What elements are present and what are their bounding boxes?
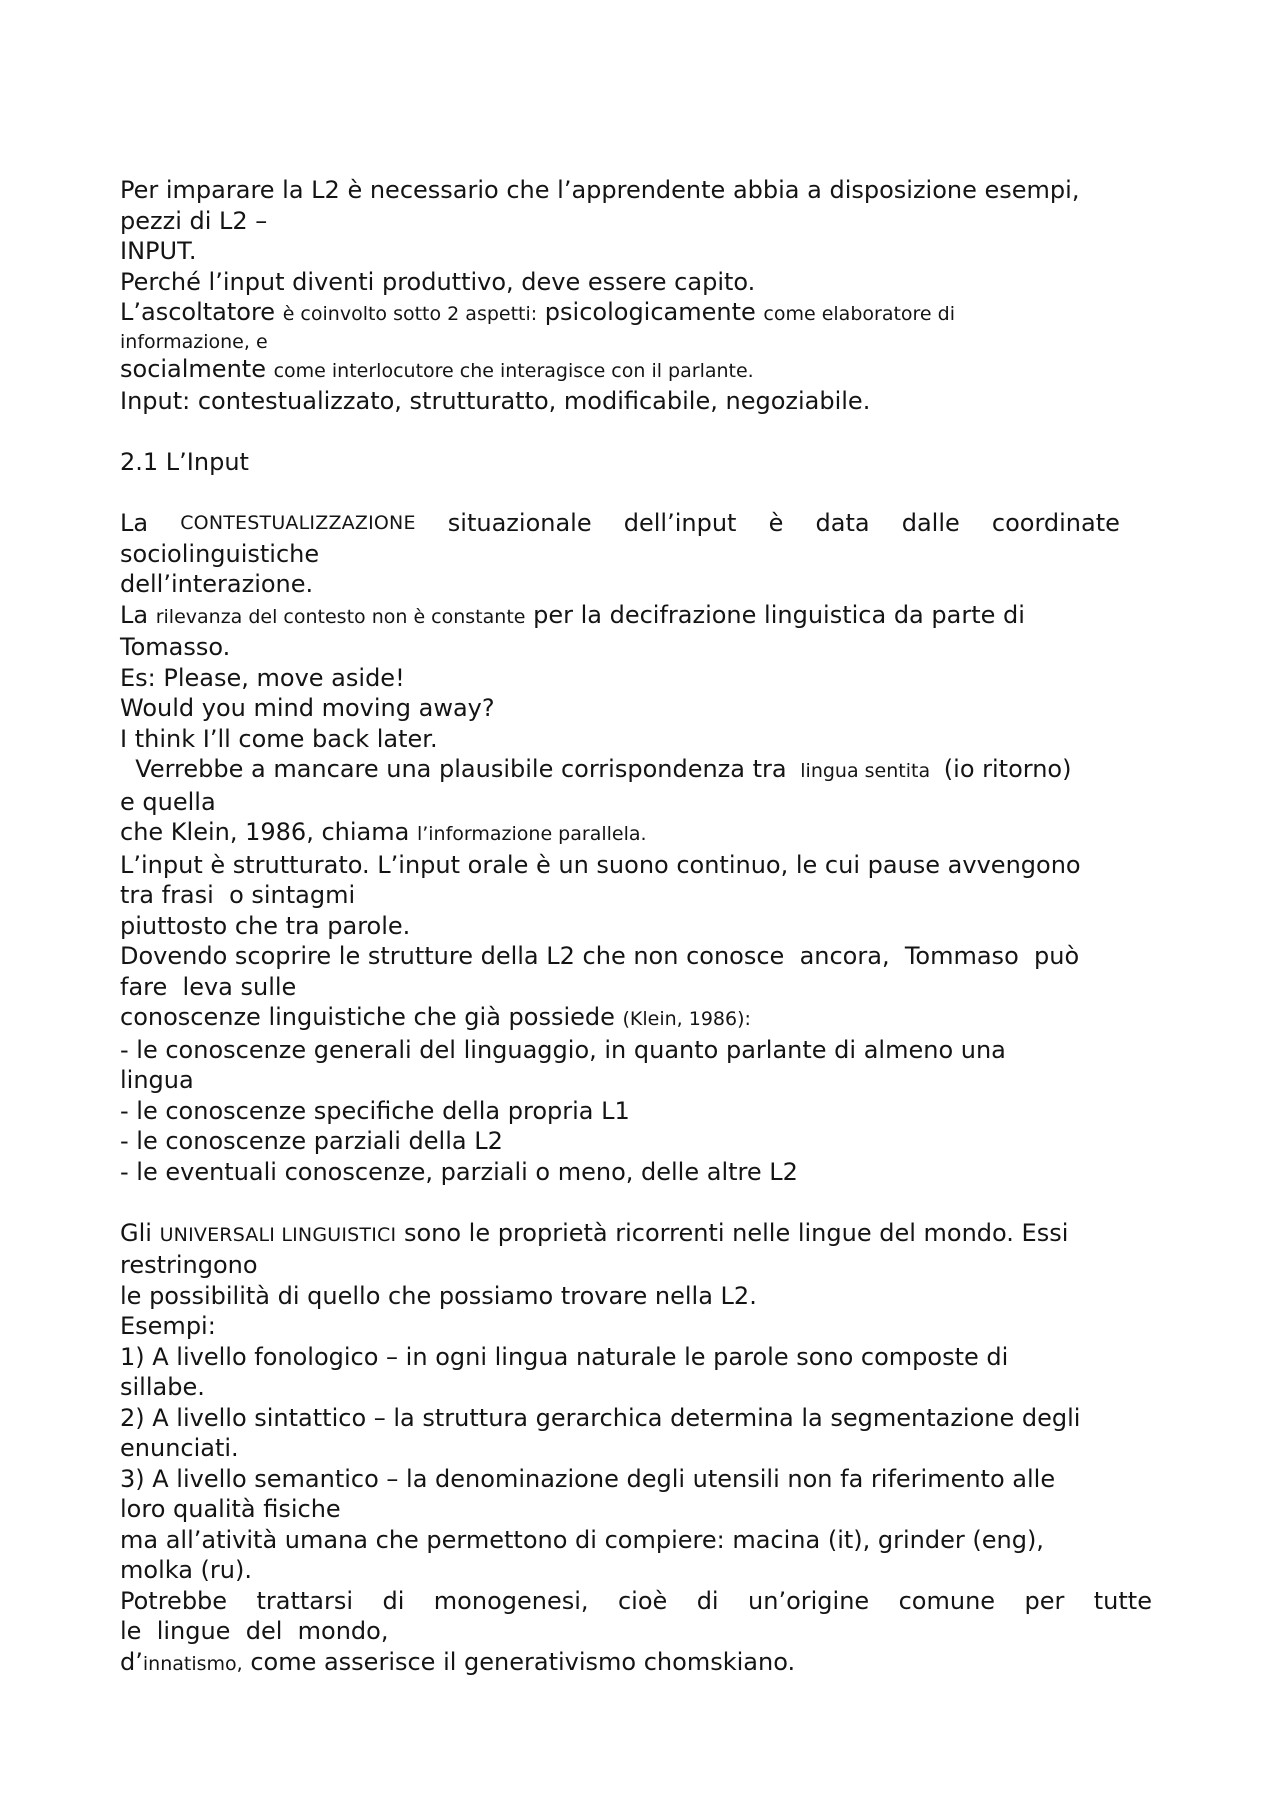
section-heading: 2.1 L’Input: [120, 448, 249, 476]
text-line: le possibilità di quello che possiamo trovare nella L2.: [120, 1281, 757, 1310]
list-item: 2) A livello sintattico – la struttura gerarchica determina la segmentazione degli: [120, 1403, 1081, 1432]
text-line: Esempi:: [120, 1312, 216, 1340]
text-line: Dovendo scoprire le strutture della L2 che non conosce ancora, Tommaso può: [120, 942, 1080, 970]
text-line: sociolinguistiche: [120, 539, 320, 568]
text-line: Would you mind moving away?: [120, 694, 495, 722]
text-line: loro qualità fisiche: [120, 1495, 341, 1523]
list-item: 1) A livello fonologico – in ogni lingua naturale le parole sono composte di: [120, 1342, 1009, 1371]
text-line: che Klein, 1986, chiama l’informazione parallela.: [120, 818, 647, 846]
text-line: L’input è strutturato. L’input orale è un suono continuo, le cui pause avvengono: [120, 850, 1081, 879]
text-line: Es: Please, move aside!: [120, 663, 405, 692]
text-line: Tomasso.: [120, 633, 231, 661]
text-line: ma all’atività umana che permettono di compiere: macina (it), grinder (eng),: [120, 1525, 1044, 1554]
text-line: pezzi di L2 –: [120, 206, 268, 235]
text-line: d’innatismo, come asserisce il generativismo chomskiano.: [120, 1647, 796, 1676]
text-line: La rilevanza del contesto non è constante per la decifrazione linguistica da parte di: [120, 600, 1025, 629]
list-item: 3) A livello semantico – la denominazione degli utensili non fa riferimento alle: [120, 1464, 1056, 1493]
document-page: [120, 175, 1165, 1679]
text-line: Gli UNIVERSALI LINGUISTICI sono le proprietà ricorrenti nelle lingue del mondo. Essi: [120, 1218, 1069, 1247]
text-line: fare leva sulle: [120, 972, 297, 1001]
text-line: conoscenze linguistiche che già possiede (Klein, 1986):: [120, 1003, 751, 1031]
text-line: dell’interazione.: [120, 570, 314, 598]
text-line: socialmente come interlocutore che interagisce con il parlante.: [120, 354, 754, 383]
text-line: I think I’ll come back later.: [120, 724, 438, 753]
list-item: - le eventuali conoscenze, parziali o meno, delle altre L2: [120, 1157, 798, 1186]
text-line: La CONTESTUALIZZAZIONE situazionale dell’input è data dalle coordinate: [120, 509, 1120, 537]
text-line: Input: contestualizzato, strutturatto, modificabile, negoziabile.: [120, 387, 871, 415]
text-line: tra frasi o sintagmi: [120, 881, 356, 909]
text-line: e quella: [120, 787, 216, 816]
text-line: INPUT.: [120, 237, 197, 265]
blank-line: [120, 1187, 1165, 1218]
text-line: molka (ru).: [120, 1556, 252, 1584]
text-line: Perché l’input diventi produttivo, deve essere capito.: [120, 267, 756, 296]
list-item: - le conoscenze specifiche della propria L1: [120, 1096, 630, 1125]
text-line: enunciati.: [120, 1434, 239, 1462]
blank-line: [120, 417, 1165, 448]
blank-line: [120, 478, 1165, 509]
list-item: - le conoscenze generali del linguaggio, in quanto parlante di almeno una: [120, 1035, 1006, 1064]
list-item: - le conoscenze parziali della L2: [120, 1127, 503, 1155]
text-line: Potrebbe trattarsi di monogenesi, cioè di un’origine comune per tutte: [120, 1586, 1152, 1615]
text-line: piuttosto che tra parole.: [120, 911, 411, 940]
text-line: le lingue del mondo,: [120, 1617, 389, 1645]
text-line: Per imparare la L2 è necessario che l’apprendente abbia a disposizione esempi,: [120, 176, 1080, 204]
text-line: L’ascoltatore è coinvolto sotto 2 aspetti: psicologicamente come elaboratore di: [120, 298, 956, 326]
text-line: Verrebbe a mancare una plausibile corrispondenza tra lingua sentita (io ritorno): [120, 755, 1072, 783]
text-line: restringono: [120, 1251, 258, 1279]
text-line: sillabe.: [120, 1373, 205, 1401]
text-line: informazione, e: [120, 330, 268, 353]
text-line: lingua: [120, 1066, 194, 1094]
